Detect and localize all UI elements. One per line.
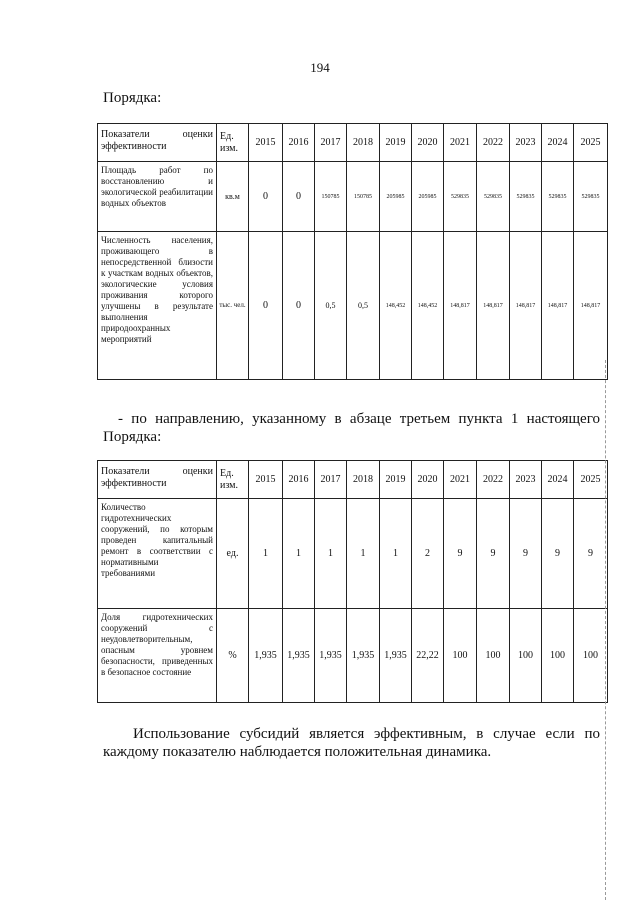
value-cell: 9: [510, 499, 542, 609]
header-year: 2023: [510, 124, 542, 162]
header-year: 2025: [574, 461, 608, 499]
value-cell: 1,935: [283, 609, 315, 703]
value-cell: 529835: [444, 162, 477, 232]
value-cell: 148,452: [380, 232, 412, 380]
value-cell: 0: [283, 162, 315, 232]
value-cell: 9: [574, 499, 608, 609]
value-cell: 9: [444, 499, 477, 609]
value-cell: 9: [477, 499, 510, 609]
value-cell: 1: [380, 499, 412, 609]
value-cell: 148,817: [444, 232, 477, 380]
header-year: 2016: [283, 461, 315, 499]
table-row: [98, 499, 608, 609]
value-cell: 150785: [347, 162, 380, 232]
value-cell: 22,22: [412, 609, 444, 703]
value-cell: 1: [315, 499, 347, 609]
header-year: 2020: [412, 124, 444, 162]
header-year: 2021: [444, 461, 477, 499]
value-cell: 9: [542, 499, 574, 609]
header-year: 2018: [347, 124, 380, 162]
table-header-row: [98, 124, 608, 162]
paragraph-conclusion-line1: Использование субсидий является эффективным, в случае если по: [133, 726, 600, 742]
header-indicator-word1: Показатели: [101, 466, 150, 477]
header-indicator-word2: оценки: [182, 129, 213, 140]
header-year: 2016: [283, 124, 315, 162]
value-cell: 1: [249, 499, 283, 609]
value-cell: 205985: [412, 162, 444, 232]
header-indicator-word2: оценки: [182, 466, 213, 477]
header-year: 2021: [444, 124, 477, 162]
scan-edge-line: [605, 360, 606, 900]
heading-poryadka: Порядка:: [103, 90, 162, 106]
table-row: [98, 162, 608, 232]
header-year: 2019: [380, 461, 412, 499]
value-cell: 1: [283, 499, 315, 609]
paragraph-direction-line1: - по направлению, указанному в абзаце третьем пункта 1 настоящего: [118, 411, 600, 427]
value-cell: 0: [249, 162, 283, 232]
effectiveness-table-2: [97, 460, 608, 703]
header-year: 2024: [542, 124, 574, 162]
value-cell: 100: [542, 609, 574, 703]
value-cell: 1,935: [380, 609, 412, 703]
header-year: 2015: [249, 124, 283, 162]
header-indicator-word3: эффективности: [101, 141, 167, 152]
paragraph-conclusion-line2: каждому показателю наблюдается положительная динамика.: [103, 744, 492, 760]
value-cell: 100: [574, 609, 608, 703]
value-cell: 529835: [477, 162, 510, 232]
value-cell: 2: [412, 499, 444, 609]
header-year: 2015: [249, 461, 283, 499]
header-year: 2019: [380, 124, 412, 162]
header-year: 2020: [412, 461, 444, 499]
header-year: 2024: [542, 461, 574, 499]
value-cell: 100: [477, 609, 510, 703]
header-unit: Ед. изм.: [217, 124, 249, 162]
value-cell: 148,817: [510, 232, 542, 380]
header-indicator: [98, 124, 217, 162]
value-cell: 1,935: [315, 609, 347, 703]
header-indicator-word1: Показатели: [101, 129, 150, 140]
header-year: 2022: [477, 124, 510, 162]
value-cell: 1,935: [347, 609, 380, 703]
indicator-cell: Численность населения, проживающего в непосредственной близости к участкам водных объектов, экологические условия проживания которого улучшены в результате выполнения природоохранных мероприятий: [98, 232, 217, 380]
value-cell: 1: [347, 499, 380, 609]
value-cell: 148,817: [542, 232, 574, 380]
value-cell: 100: [510, 609, 542, 703]
indicator-cell: Количество гидротехнических сооружений, по которым проведен капитальный ремонт в соответствии с нормативными требованиями: [98, 499, 217, 609]
value-cell: 205985: [380, 162, 412, 232]
indicator-cell: Доля гидротехнических сооружений с неудовлетворительным, опасным уровнем безопасности, приведенных в безопасное состояние: [98, 609, 217, 703]
indicator-cell: Площадь работ по восстановлению и экологической реабилитации водных объектов: [98, 162, 217, 232]
header-unit: Ед. изм.: [217, 461, 249, 499]
header-year: 2018: [347, 461, 380, 499]
header-year: 2023: [510, 461, 542, 499]
page-number: 194: [310, 60, 330, 75]
header-year: 2022: [477, 461, 510, 499]
header-year: 2025: [574, 124, 608, 162]
table-row: [98, 232, 608, 380]
value-cell: 0,5: [315, 232, 347, 380]
unit-cell: %: [217, 609, 249, 703]
value-cell: 0,5: [347, 232, 380, 380]
table-row: [98, 609, 608, 703]
unit-cell: кв.м: [217, 162, 249, 232]
value-cell: 150785: [315, 162, 347, 232]
value-cell: 100: [444, 609, 477, 703]
value-cell: 1,935: [249, 609, 283, 703]
header-year: 2017: [315, 124, 347, 162]
header-indicator-word3: эффективности: [101, 478, 167, 489]
table-header-row: [98, 461, 608, 499]
value-cell: 148,817: [574, 232, 608, 380]
header-indicator: [98, 461, 217, 499]
value-cell: 529835: [542, 162, 574, 232]
value-cell: 148,817: [477, 232, 510, 380]
value-cell: 0: [283, 232, 315, 380]
value-cell: 0: [249, 232, 283, 380]
value-cell: 529835: [574, 162, 608, 232]
unit-cell: тыс. чел.: [217, 232, 249, 380]
effectiveness-table-1: [97, 123, 608, 380]
unit-cell: ед.: [217, 499, 249, 609]
paragraph-direction-line2: Порядка:: [103, 429, 162, 445]
header-year: 2017: [315, 461, 347, 499]
value-cell: 529835: [510, 162, 542, 232]
value-cell: 148,452: [412, 232, 444, 380]
